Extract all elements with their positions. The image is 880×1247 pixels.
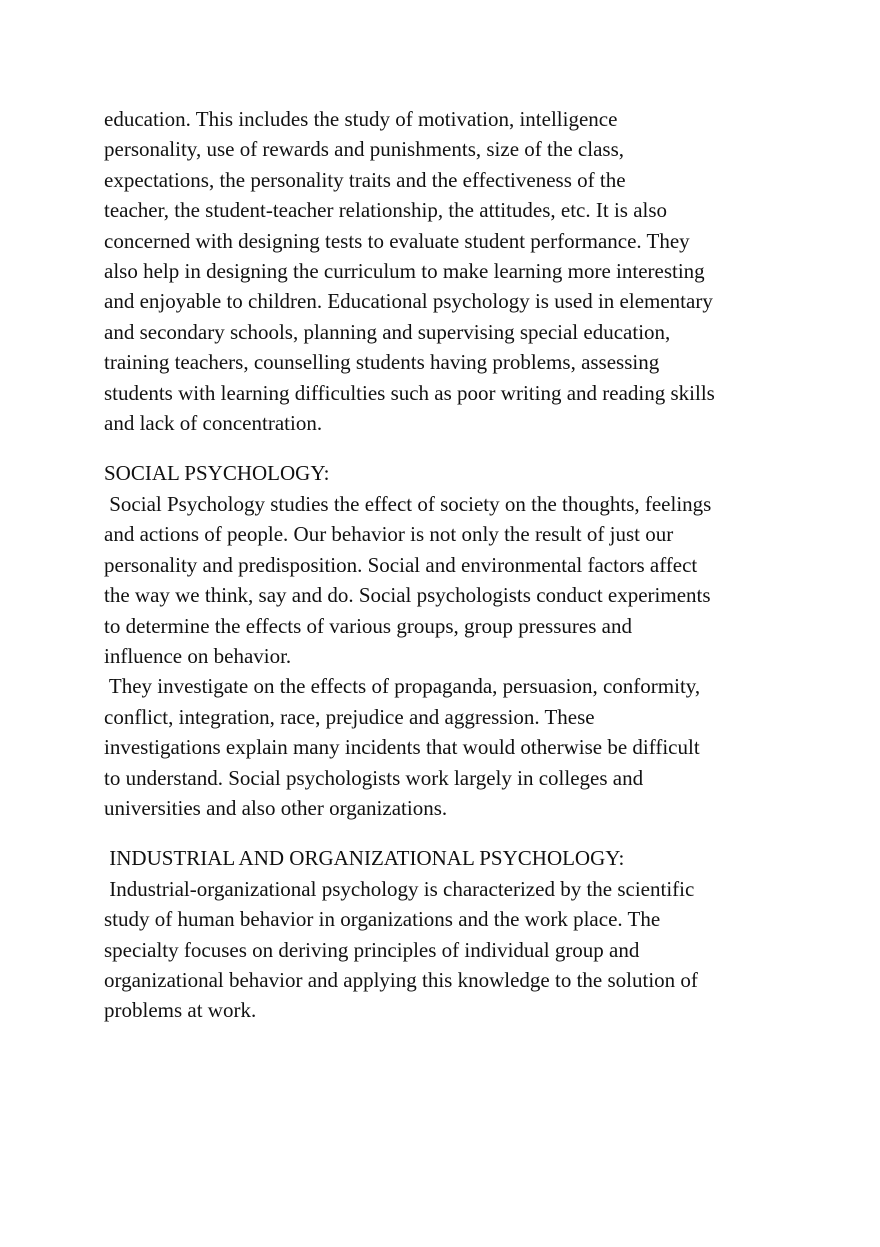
text-line: They investigate on the effects of propaganda, persuasion, conformity, bbox=[104, 674, 701, 699]
text-line: personality, use of rewards and punishments, size of the class, bbox=[104, 137, 625, 162]
text-line: teacher, the student-teacher relationship, the attitudes, etc. It is also bbox=[104, 198, 668, 223]
text-line: personality and predisposition. Social and environmental factors affect bbox=[104, 552, 698, 577]
text-line: expectations, the personality traits and the effectiveness of the bbox=[104, 167, 626, 192]
text-line: and enjoyable to children. Educational psychology is used in elementary bbox=[104, 289, 713, 314]
text-line: Industrial-organizational psychology is characterized by the scientific bbox=[104, 876, 695, 901]
text-line: students with learning difficulties such as poor writing and reading skills bbox=[104, 380, 715, 405]
text-line: to understand. Social psychologists work largely in colleges and bbox=[104, 765, 644, 790]
educational-psychology-continuation bbox=[104, 104, 794, 438]
industrial-organizational-section bbox=[104, 843, 794, 1025]
text-line: the way we think, say and do. Social psychologists conduct experiments bbox=[104, 583, 711, 608]
text-line: universities and also other organizations. bbox=[104, 795, 448, 820]
text-line: also help in designing the curriculum to make learning more interesting bbox=[104, 259, 705, 284]
text-line: specialty focuses on deriving principles of individual group and bbox=[104, 937, 640, 962]
section-heading: SOCIAL PSYCHOLOGY: bbox=[104, 461, 330, 486]
text-line: and actions of people. Our behavior is not only the result of just our bbox=[104, 522, 674, 547]
text-line: Social Psychology studies the effect of society on the thoughts, feelings bbox=[104, 491, 712, 516]
text-line: to determine the effects of various groups, group pressures and bbox=[104, 613, 632, 638]
text-line: training teachers, counselling students having problems, assessing bbox=[104, 350, 660, 375]
text-line: problems at work. bbox=[104, 998, 257, 1023]
text-line: and lack of concentration. bbox=[104, 411, 323, 436]
text-line: concerned with designing tests to evaluate student performance. They bbox=[104, 228, 690, 253]
social-psychology-section bbox=[104, 458, 794, 823]
section-spacer bbox=[104, 438, 794, 458]
text-line: and secondary schools, planning and supervising special education, bbox=[104, 319, 671, 344]
section-heading: INDUSTRIAL AND ORGANIZATIONAL PSYCHOLOGY: bbox=[104, 846, 625, 871]
text-line: organizational behavior and applying this knowledge to the solution of bbox=[104, 967, 698, 992]
text-line: conflict, integration, race, prejudice and aggression. These bbox=[104, 704, 595, 729]
section-spacer bbox=[104, 823, 794, 843]
text-line: education. This includes the study of motivation, intelligence bbox=[104, 107, 618, 131]
text-line: study of human behavior in organizations and the work place. The bbox=[104, 907, 661, 932]
text-line: investigations explain many incidents that would otherwise be difficult bbox=[104, 735, 700, 760]
document-page bbox=[104, 104, 794, 1026]
text-line: influence on behavior. bbox=[104, 643, 292, 668]
